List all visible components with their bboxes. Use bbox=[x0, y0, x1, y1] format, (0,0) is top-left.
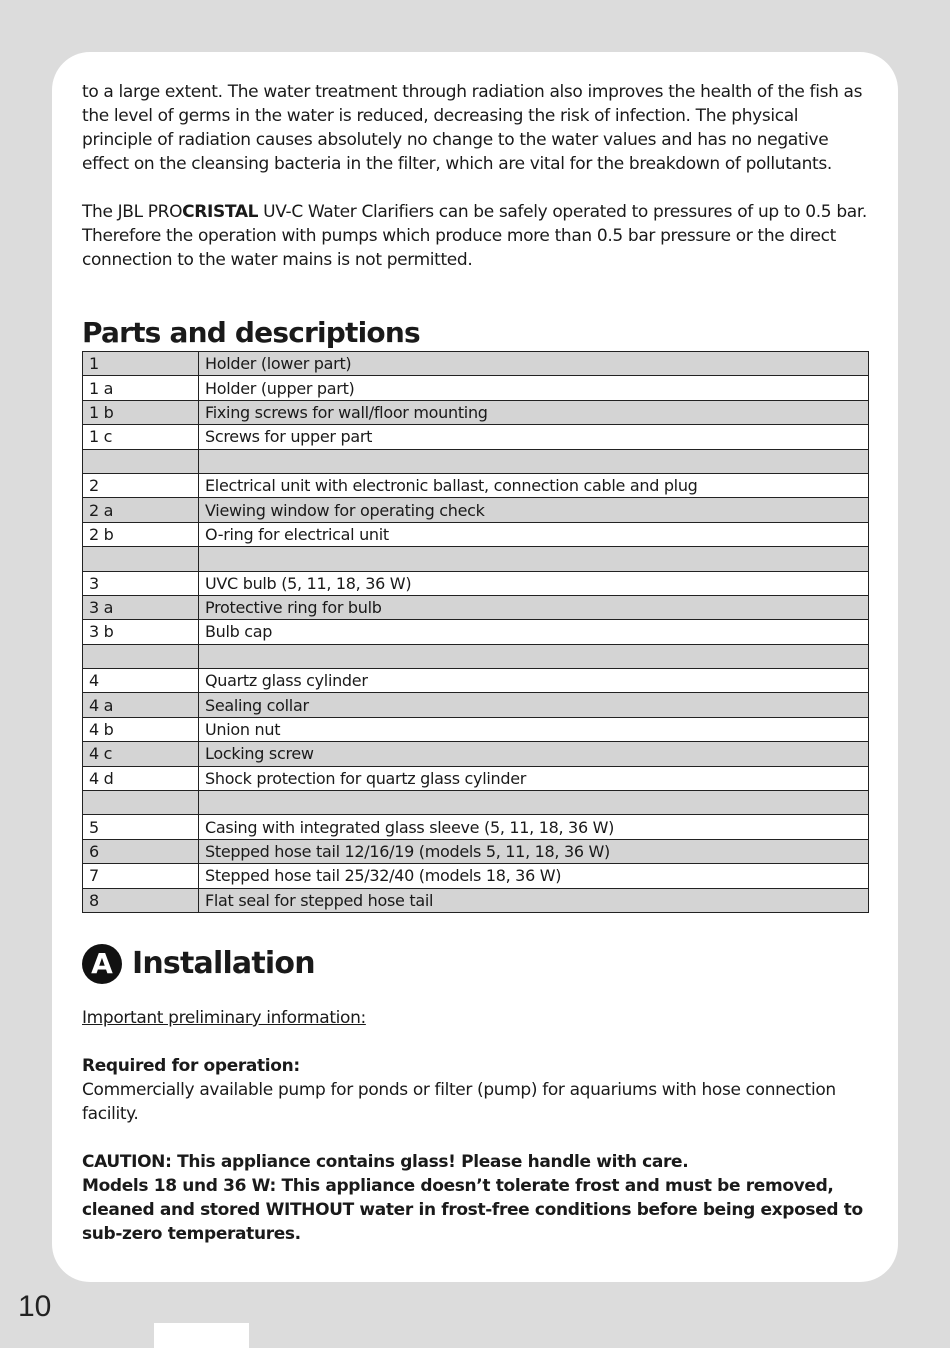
part-description-cell: Locking screw bbox=[199, 742, 869, 766]
table-row bbox=[83, 791, 869, 815]
required-text: Commercially available pump for ponds or filter (pump) for aquariums with hose connection facility. bbox=[82, 1079, 836, 1124]
part-description-cell: Screws for upper part bbox=[199, 425, 869, 449]
table-row bbox=[83, 400, 869, 424]
part-number-cell: 4 a bbox=[83, 693, 199, 717]
table-row bbox=[83, 888, 869, 912]
part-number-cell bbox=[83, 791, 199, 815]
page-number: 10 bbox=[18, 1290, 52, 1323]
part-description-cell: Union nut bbox=[199, 717, 869, 741]
part-number-cell: 2 a bbox=[83, 498, 199, 522]
part-description-cell: UVC bulb (5, 11, 18, 36 W) bbox=[199, 571, 869, 595]
part-number-cell bbox=[83, 644, 199, 668]
installation-header bbox=[82, 944, 872, 984]
page-card bbox=[52, 52, 898, 1282]
parts-heading: Parts and descriptions bbox=[82, 316, 420, 349]
part-description-cell: Viewing window for operating check bbox=[199, 498, 869, 522]
part-number-cell: 4 d bbox=[83, 766, 199, 790]
part-description-cell bbox=[199, 644, 869, 668]
part-description-cell: Sealing collar bbox=[199, 693, 869, 717]
part-number-cell: 4 b bbox=[83, 717, 199, 741]
caution-frost: Models 18 und 36 W: This appliance doesn’t tolerate frost and must be removed, cleaned and stored WITHOUT water in frost-free conditions before being exposed to sub-zero temperatures. bbox=[82, 1175, 863, 1244]
part-number-cell: 3 b bbox=[83, 620, 199, 644]
part-number-cell: 5 bbox=[83, 815, 199, 839]
part-description-cell: Flat seal for stepped hose tail bbox=[199, 888, 869, 912]
table-row bbox=[83, 864, 869, 888]
part-description-cell: Shock protection for quartz glass cylinder bbox=[199, 766, 869, 790]
table-row bbox=[83, 547, 869, 571]
part-description-cell bbox=[199, 449, 869, 473]
table-row bbox=[83, 815, 869, 839]
part-number-cell bbox=[83, 449, 199, 473]
part-description-cell: O-ring for electrical unit bbox=[199, 522, 869, 546]
part-description-cell: Fixing screws for wall/floor mounting bbox=[199, 400, 869, 424]
part-number-cell: 7 bbox=[83, 864, 199, 888]
required-label: Required for operation: bbox=[82, 1055, 300, 1076]
section-badge: A bbox=[82, 944, 122, 984]
part-number-cell: 2 b bbox=[83, 522, 199, 546]
part-description-cell: Electrical unit with electronic ballast, connection cable and plug bbox=[199, 473, 869, 497]
part-description-cell: Stepped hose tail 25/32/40 (models 18, 36 W) bbox=[199, 864, 869, 888]
installation-heading: Installation bbox=[132, 946, 315, 982]
preliminary-info-heading: Important preliminary information: bbox=[82, 1007, 366, 1028]
table-row bbox=[83, 473, 869, 497]
part-number-cell: 1 b bbox=[83, 400, 199, 424]
table-row bbox=[83, 522, 869, 546]
part-number-cell: 1 bbox=[83, 352, 199, 376]
part-description-cell bbox=[199, 547, 869, 571]
table-row bbox=[83, 742, 869, 766]
table-row bbox=[83, 352, 869, 376]
part-description-cell: Holder (upper part) bbox=[199, 376, 869, 400]
part-description-cell: Bulb cap bbox=[199, 620, 869, 644]
table-row bbox=[83, 717, 869, 741]
table-row bbox=[83, 620, 869, 644]
table-row bbox=[83, 644, 869, 668]
part-number-cell bbox=[83, 547, 199, 571]
part-description-cell bbox=[199, 791, 869, 815]
pressure-rest: UV-C Water Clarifiers can be safely operated to pressures of up to 0.5 bar. Therefore the operation with pumps which produce more than 0.5 bar pressure or the direct connection to the water mains is not permitted. bbox=[82, 202, 867, 270]
table-row bbox=[83, 693, 869, 717]
footer-tab bbox=[154, 1323, 249, 1348]
table-row bbox=[83, 376, 869, 400]
part-number-cell: 3 a bbox=[83, 595, 199, 619]
part-number-cell: 8 bbox=[83, 888, 199, 912]
part-number-cell: 6 bbox=[83, 839, 199, 863]
table-row bbox=[83, 595, 869, 619]
caution-glass: CAUTION: This appliance contains glass! Please handle with care. bbox=[82, 1151, 689, 1172]
table-row bbox=[83, 766, 869, 790]
table-row bbox=[83, 839, 869, 863]
table-row bbox=[83, 425, 869, 449]
brand-bold: CRISTAL bbox=[182, 202, 259, 222]
parts-table-body bbox=[83, 352, 869, 913]
part-description-cell: Holder (lower part) bbox=[199, 352, 869, 376]
part-number-cell: 3 bbox=[83, 571, 199, 595]
part-description-cell: Protective ring for bulb bbox=[199, 595, 869, 619]
part-description-cell: Stepped hose tail 12/16/19 (models 5, 11, 18, 36 W) bbox=[199, 839, 869, 863]
table-row bbox=[83, 669, 869, 693]
page-content bbox=[82, 80, 872, 1246]
part-number-cell: 2 bbox=[83, 473, 199, 497]
part-description-cell: Quartz glass cylinder bbox=[199, 669, 869, 693]
pressure-paragraph bbox=[82, 200, 872, 272]
part-number-cell: 4 bbox=[83, 669, 199, 693]
part-number-cell: 1 a bbox=[83, 376, 199, 400]
table-row bbox=[83, 498, 869, 522]
part-number-cell: 1 c bbox=[83, 425, 199, 449]
intro-paragraph: to a large extent. The water treatment through radiation also improves the health of the fish as the level of germs in the water is reduced, decreasing the risk of infection. The physical principle of radiation causes absolutely no change to the water values and has no negative effect on the cleansing bacteria in the filter, which are vital for the breakdown of pollutants. bbox=[82, 82, 863, 174]
parts-table bbox=[82, 351, 869, 913]
part-description-cell: Casing with integrated glass sleeve (5, 11, 18, 36 W) bbox=[199, 815, 869, 839]
pressure-prefix: The JBL PRO bbox=[82, 202, 183, 222]
table-row bbox=[83, 571, 869, 595]
table-row bbox=[83, 449, 869, 473]
part-number-cell: 4 c bbox=[83, 742, 199, 766]
